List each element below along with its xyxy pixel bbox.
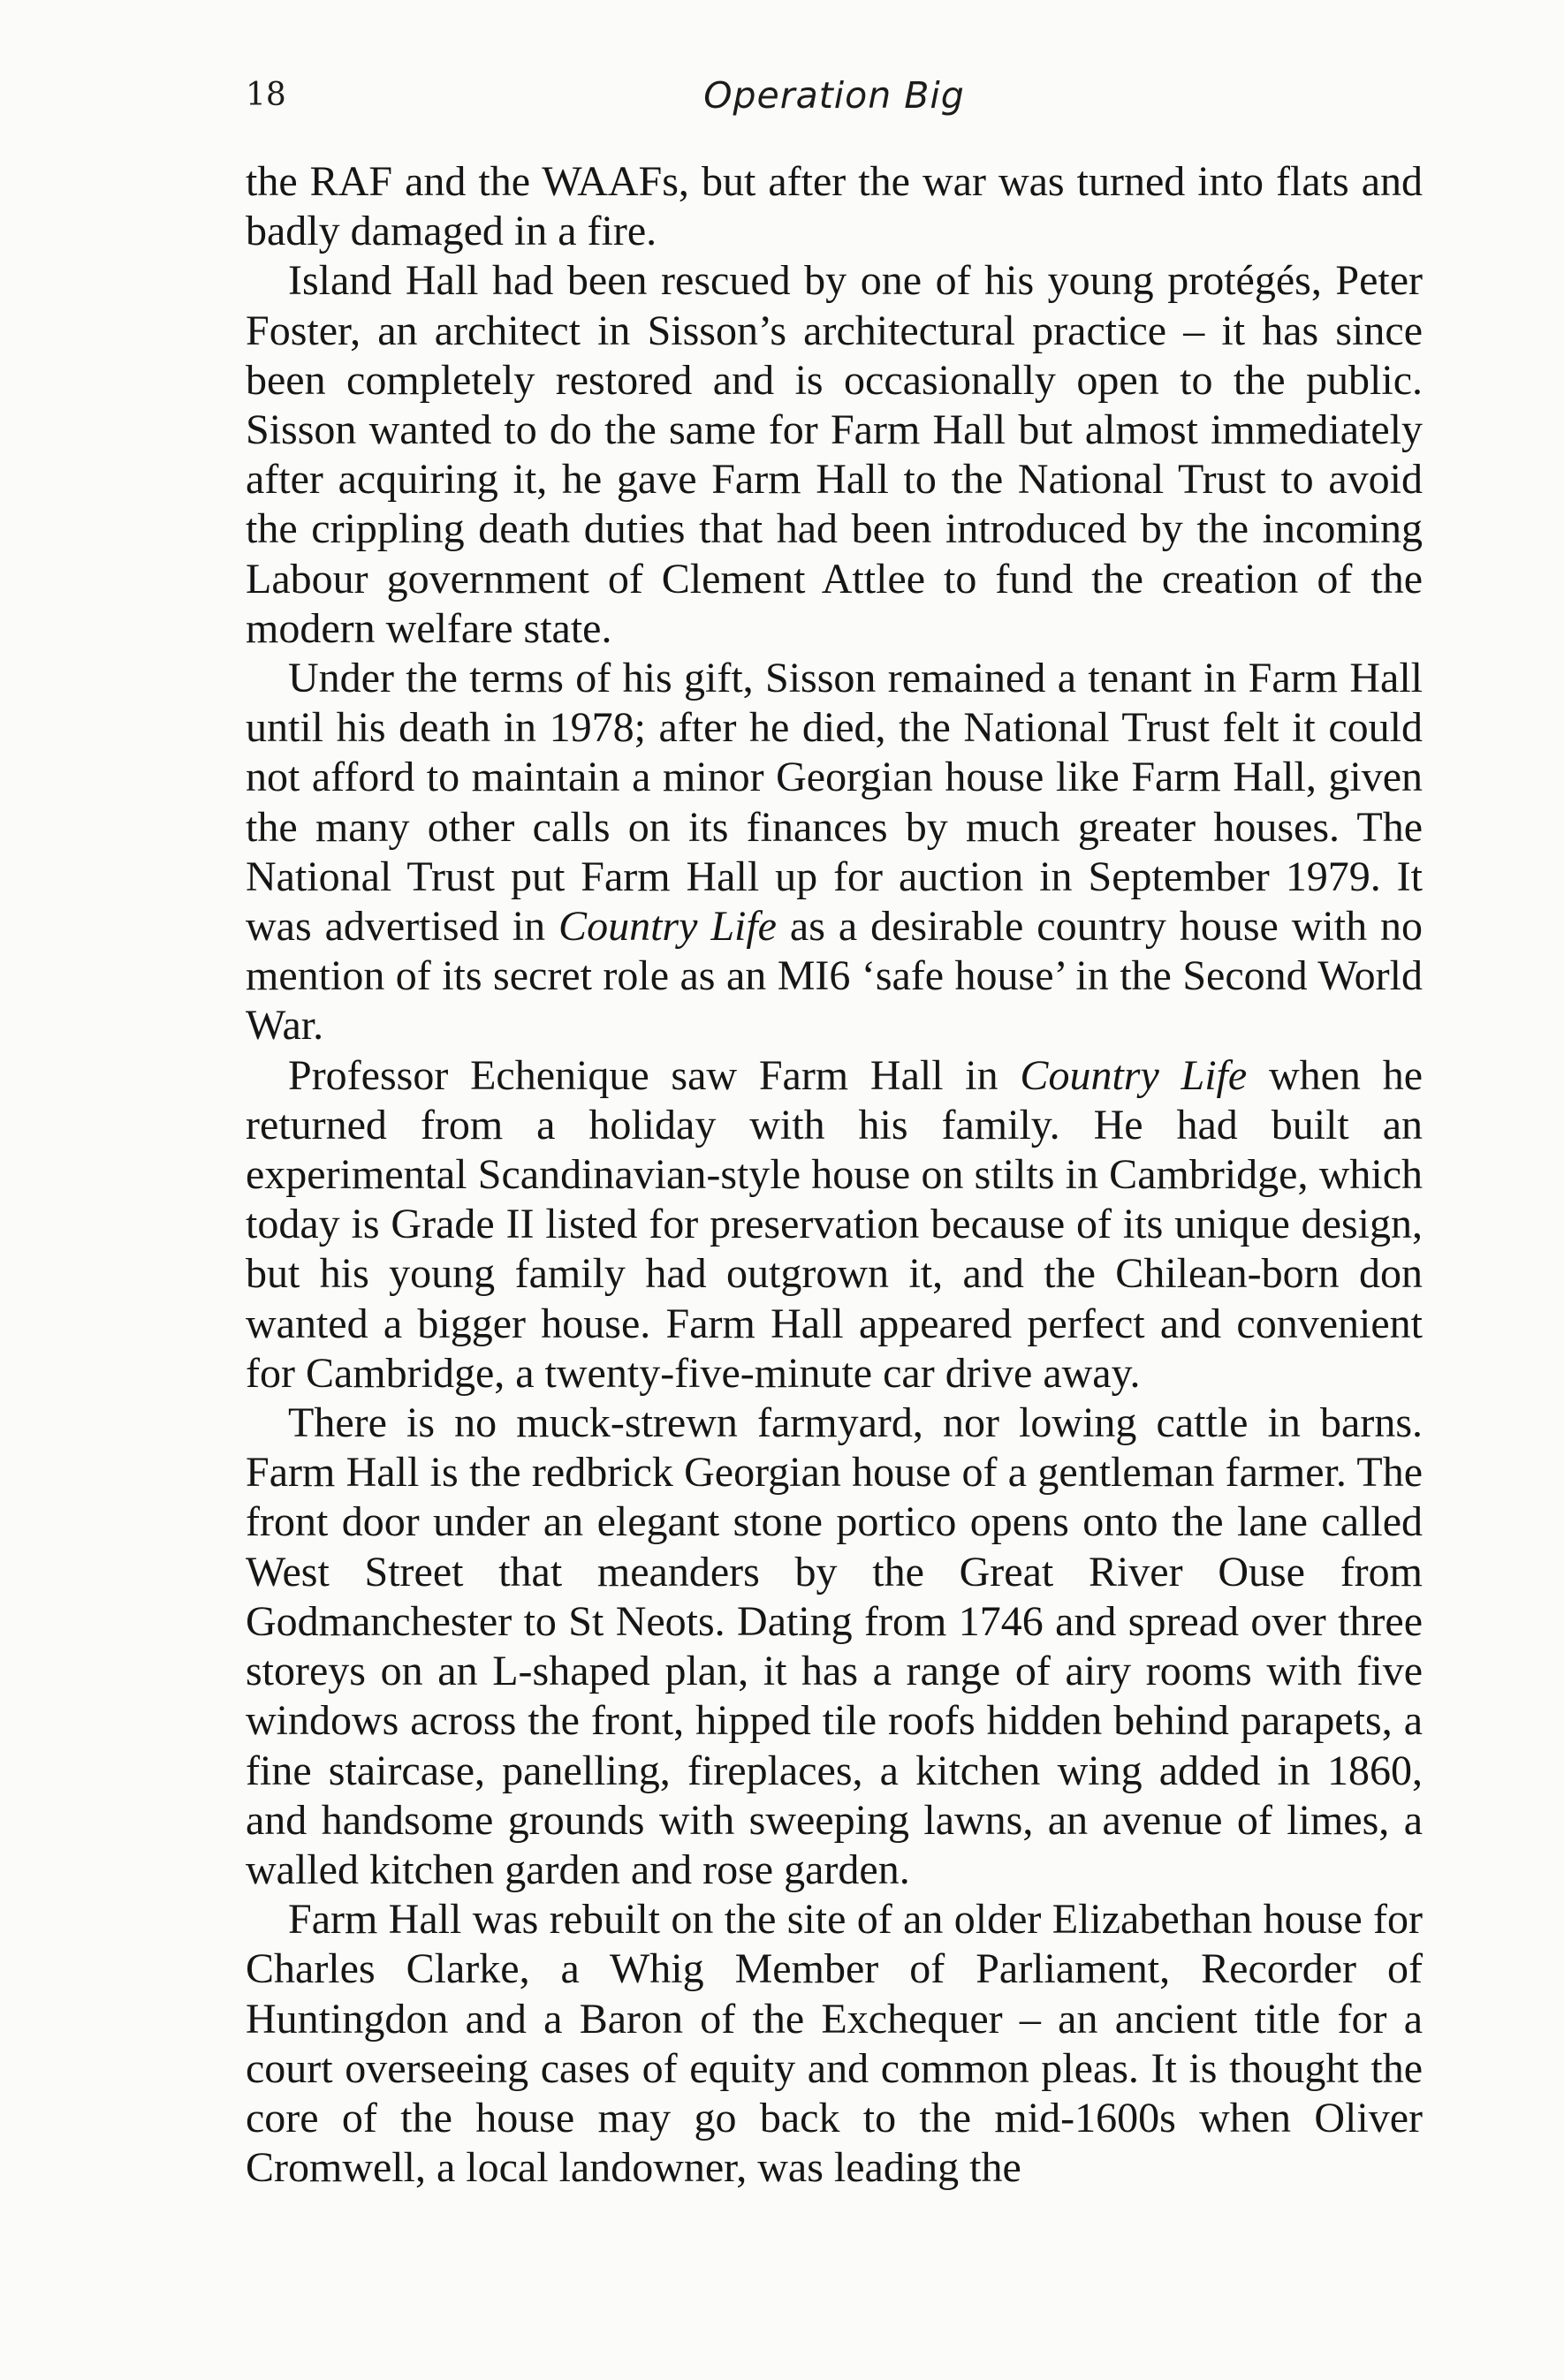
paragraph-6 xyxy=(246,1895,1423,2193)
paragraph-4-text-after: when he returned from a holiday with his family. He had built an experimental Scandinavian-style house on stilts in Cambridge, which today is Grade II listed for preservation because of its unique design, but his young family had outgrown it, and the Chilean-born don wanted a bigger house. Farm Hall appeared perfect and convenient for Cambridge, a twenty-five-minute car drive away. xyxy=(246,1051,1424,1397)
paragraph-3-text: Under the terms of his gift, Sisson remained a tenant in Farm Hall until his death in 1978; after he died, the National Trust felt it could not afford to maintain a minor Georgian house like Farm Hall, given the many other calls on its finances by much greater houses. The National Trust put Farm Hall up for auction in September 1979. It was advertised in xyxy=(246,655,1423,951)
paragraph-4-text: Professor Echenique saw Farm Hall in xyxy=(288,1051,1021,1099)
paragraph-4 xyxy=(246,1051,1423,1398)
paragraph-1 xyxy=(246,157,1423,256)
paragraph-3-italic: Country Life xyxy=(558,903,777,951)
paragraph-3 xyxy=(246,654,1423,1051)
paragraph-5 xyxy=(246,1398,1423,1895)
paragraph-4-italic: Country Life xyxy=(1020,1051,1248,1099)
paragraph-2-text: Island Hall had been rescued by one of his young protégés, Peter Foster, an architect in Sisson’s architectural practice – it has since been completely restored and is occasionally open to the public. Sisson wanted to do the same for Farm Hall but almost immediately after acquiring it, he gave Farm Hall to the National Trust to avoid the crippling death duties that had been introduced by the incoming Labour government of Clement Attlee to fund the creation of the modern welfare state. xyxy=(246,257,1423,652)
paragraph-1-text: the RAF and the WAAFs, but after the war was turned into flats and badly damaged in a fire. xyxy=(246,158,1423,255)
paragraph-6-text: Farm Hall was rebuilt on the site of an older Elizabethan house for Charles Clarke, a Whig Member of Parliament, Recorder of Huntingdon and a Baron of the Exchequer – an ancient title for a court overseeing cases of equity and common pleas. It is thought the core of the house may go back to the mid-1600s when Oliver Cromwell, a local landowner, was leading the xyxy=(246,1896,1423,2192)
body-text xyxy=(246,157,1423,2193)
paragraph-3-text-after: as a desirable country house with no mention of its secret role as an MI6 ‘safe house’ in the Second World War. xyxy=(246,903,1424,1050)
paragraph-2 xyxy=(246,256,1423,654)
running-head xyxy=(246,69,1423,122)
paragraph-5-text: There is no muck-strewn farmyard, nor lowing cattle in barns. Farm Hall is the redbrick Georgian house of a gentleman farmer. The front door under an elegant stone portico opens onto the lane called West Street that meanders by the Great River Ouse from Godmanchester to St Neots. Dating from 1746 and spread over three storeys on an L-shaped plan, it has a range of airy rooms with five windows across the front, hipped tile roofs hidden behind parapets, a fine staircase, panelling, fireplaces, a kitchen wing added in 1860, and handsome grounds with sweeping lawns, an avenue of limes, a walled kitchen garden and rose garden. xyxy=(246,1399,1423,1893)
page-number: 18 xyxy=(246,77,286,113)
running-title: Operation Big xyxy=(703,74,965,117)
